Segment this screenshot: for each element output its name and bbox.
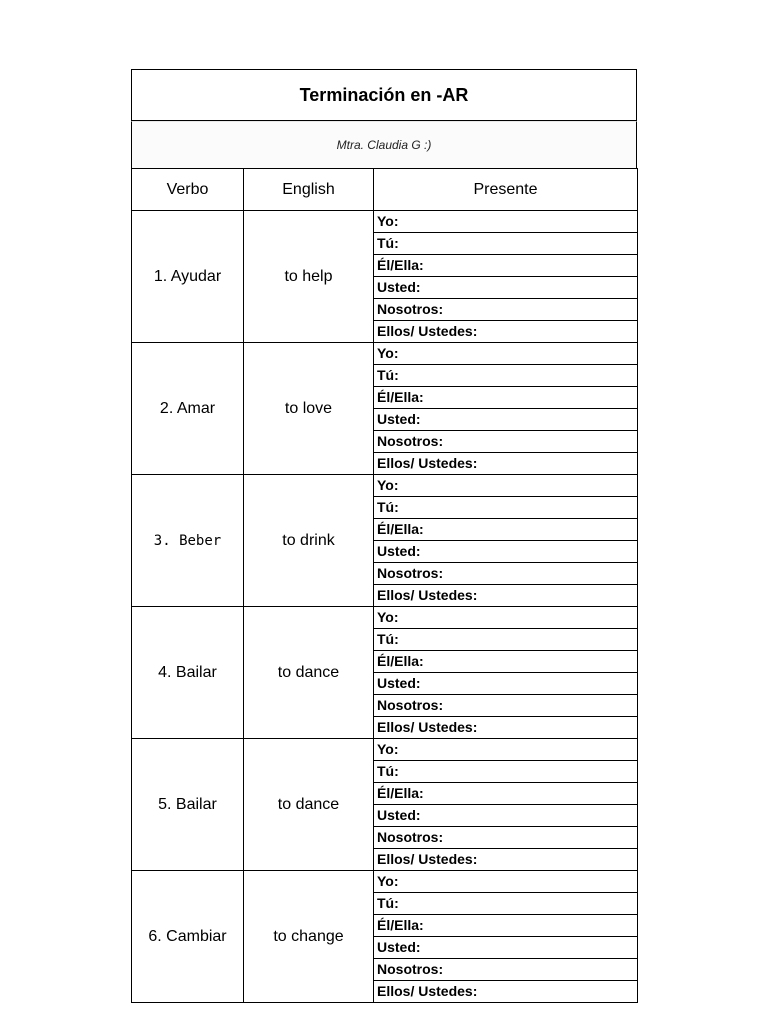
pronoun-cell[interactable]: Él/Ella: — [374, 387, 638, 409]
table-row — [132, 211, 638, 233]
table-row — [132, 607, 638, 629]
author-subtitle: Mtra. Claudia G :) — [131, 121, 637, 168]
english-cell: to love — [244, 343, 374, 475]
pronoun-cell[interactable]: Tú: — [374, 233, 638, 255]
pronoun-cell[interactable]: Usted: — [374, 673, 638, 695]
table-header-row — [132, 169, 638, 211]
english-cell: to drink — [244, 475, 374, 607]
pronoun-cell[interactable]: Tú: — [374, 497, 638, 519]
pronoun-cell[interactable]: Nosotros: — [374, 563, 638, 585]
pronoun-cell[interactable]: Nosotros: — [374, 695, 638, 717]
verb-cell: 3. Beber — [132, 475, 244, 607]
pronoun-cell[interactable]: Usted: — [374, 277, 638, 299]
pronoun-cell[interactable]: Usted: — [374, 541, 638, 563]
pronoun-cell[interactable]: Ellos/ Ustedes: — [374, 981, 638, 1003]
pronoun-cell[interactable]: Ellos/ Ustedes: — [374, 717, 638, 739]
english-cell: to dance — [244, 607, 374, 739]
pronoun-cell[interactable]: Nosotros: — [374, 959, 638, 981]
pronoun-cell[interactable]: Él/Ella: — [374, 783, 638, 805]
conjugation-table — [131, 168, 638, 1003]
table-row — [132, 739, 638, 761]
page-title: Terminación en -AR — [131, 69, 637, 121]
pronoun-cell[interactable]: Usted: — [374, 805, 638, 827]
pronoun-cell[interactable]: Ellos/ Ustedes: — [374, 849, 638, 871]
verb-cell: 4. Bailar — [132, 607, 244, 739]
pronoun-cell[interactable]: Yo: — [374, 871, 638, 893]
pronoun-cell[interactable]: Yo: — [374, 343, 638, 365]
verb-cell: 2. Amar — [132, 343, 244, 475]
pronoun-cell[interactable]: Él/Ella: — [374, 519, 638, 541]
table-row — [132, 343, 638, 365]
verb-cell: 1. Ayudar — [132, 211, 244, 343]
header-present: Presente — [374, 169, 638, 211]
header-verb: Verbo — [132, 169, 244, 211]
verb-cell: 6. Cambiar — [132, 871, 244, 1003]
pronoun-cell[interactable]: Él/Ella: — [374, 915, 638, 937]
pronoun-cell[interactable]: Usted: — [374, 937, 638, 959]
pronoun-cell[interactable]: Ellos/ Ustedes: — [374, 585, 638, 607]
pronoun-cell[interactable]: Yo: — [374, 211, 638, 233]
table-row — [132, 475, 638, 497]
pronoun-cell[interactable]: Tú: — [374, 761, 638, 783]
verb-cell: 5. Bailar — [132, 739, 244, 871]
pronoun-cell[interactable]: Ellos/ Ustedes: — [374, 453, 638, 475]
pronoun-cell[interactable]: Yo: — [374, 607, 638, 629]
table-row — [132, 871, 638, 893]
pronoun-cell[interactable]: Usted: — [374, 409, 638, 431]
pronoun-cell[interactable]: Él/Ella: — [374, 255, 638, 277]
pronoun-cell[interactable]: Nosotros: — [374, 299, 638, 321]
worksheet — [131, 69, 637, 999]
english-cell: to dance — [244, 739, 374, 871]
pronoun-cell[interactable]: Nosotros: — [374, 431, 638, 453]
pronoun-cell[interactable]: Yo: — [374, 739, 638, 761]
pronoun-cell[interactable]: Ellos/ Ustedes: — [374, 321, 638, 343]
english-cell: to change — [244, 871, 374, 1003]
table-body — [132, 211, 638, 1003]
header-english: English — [244, 169, 374, 211]
pronoun-cell[interactable]: Yo: — [374, 475, 638, 497]
pronoun-cell[interactable]: Él/Ella: — [374, 651, 638, 673]
pronoun-cell[interactable]: Tú: — [374, 893, 638, 915]
english-cell: to help — [244, 211, 374, 343]
pronoun-cell[interactable]: Tú: — [374, 365, 638, 387]
pronoun-cell[interactable]: Nosotros: — [374, 827, 638, 849]
pronoun-cell[interactable]: Tú: — [374, 629, 638, 651]
